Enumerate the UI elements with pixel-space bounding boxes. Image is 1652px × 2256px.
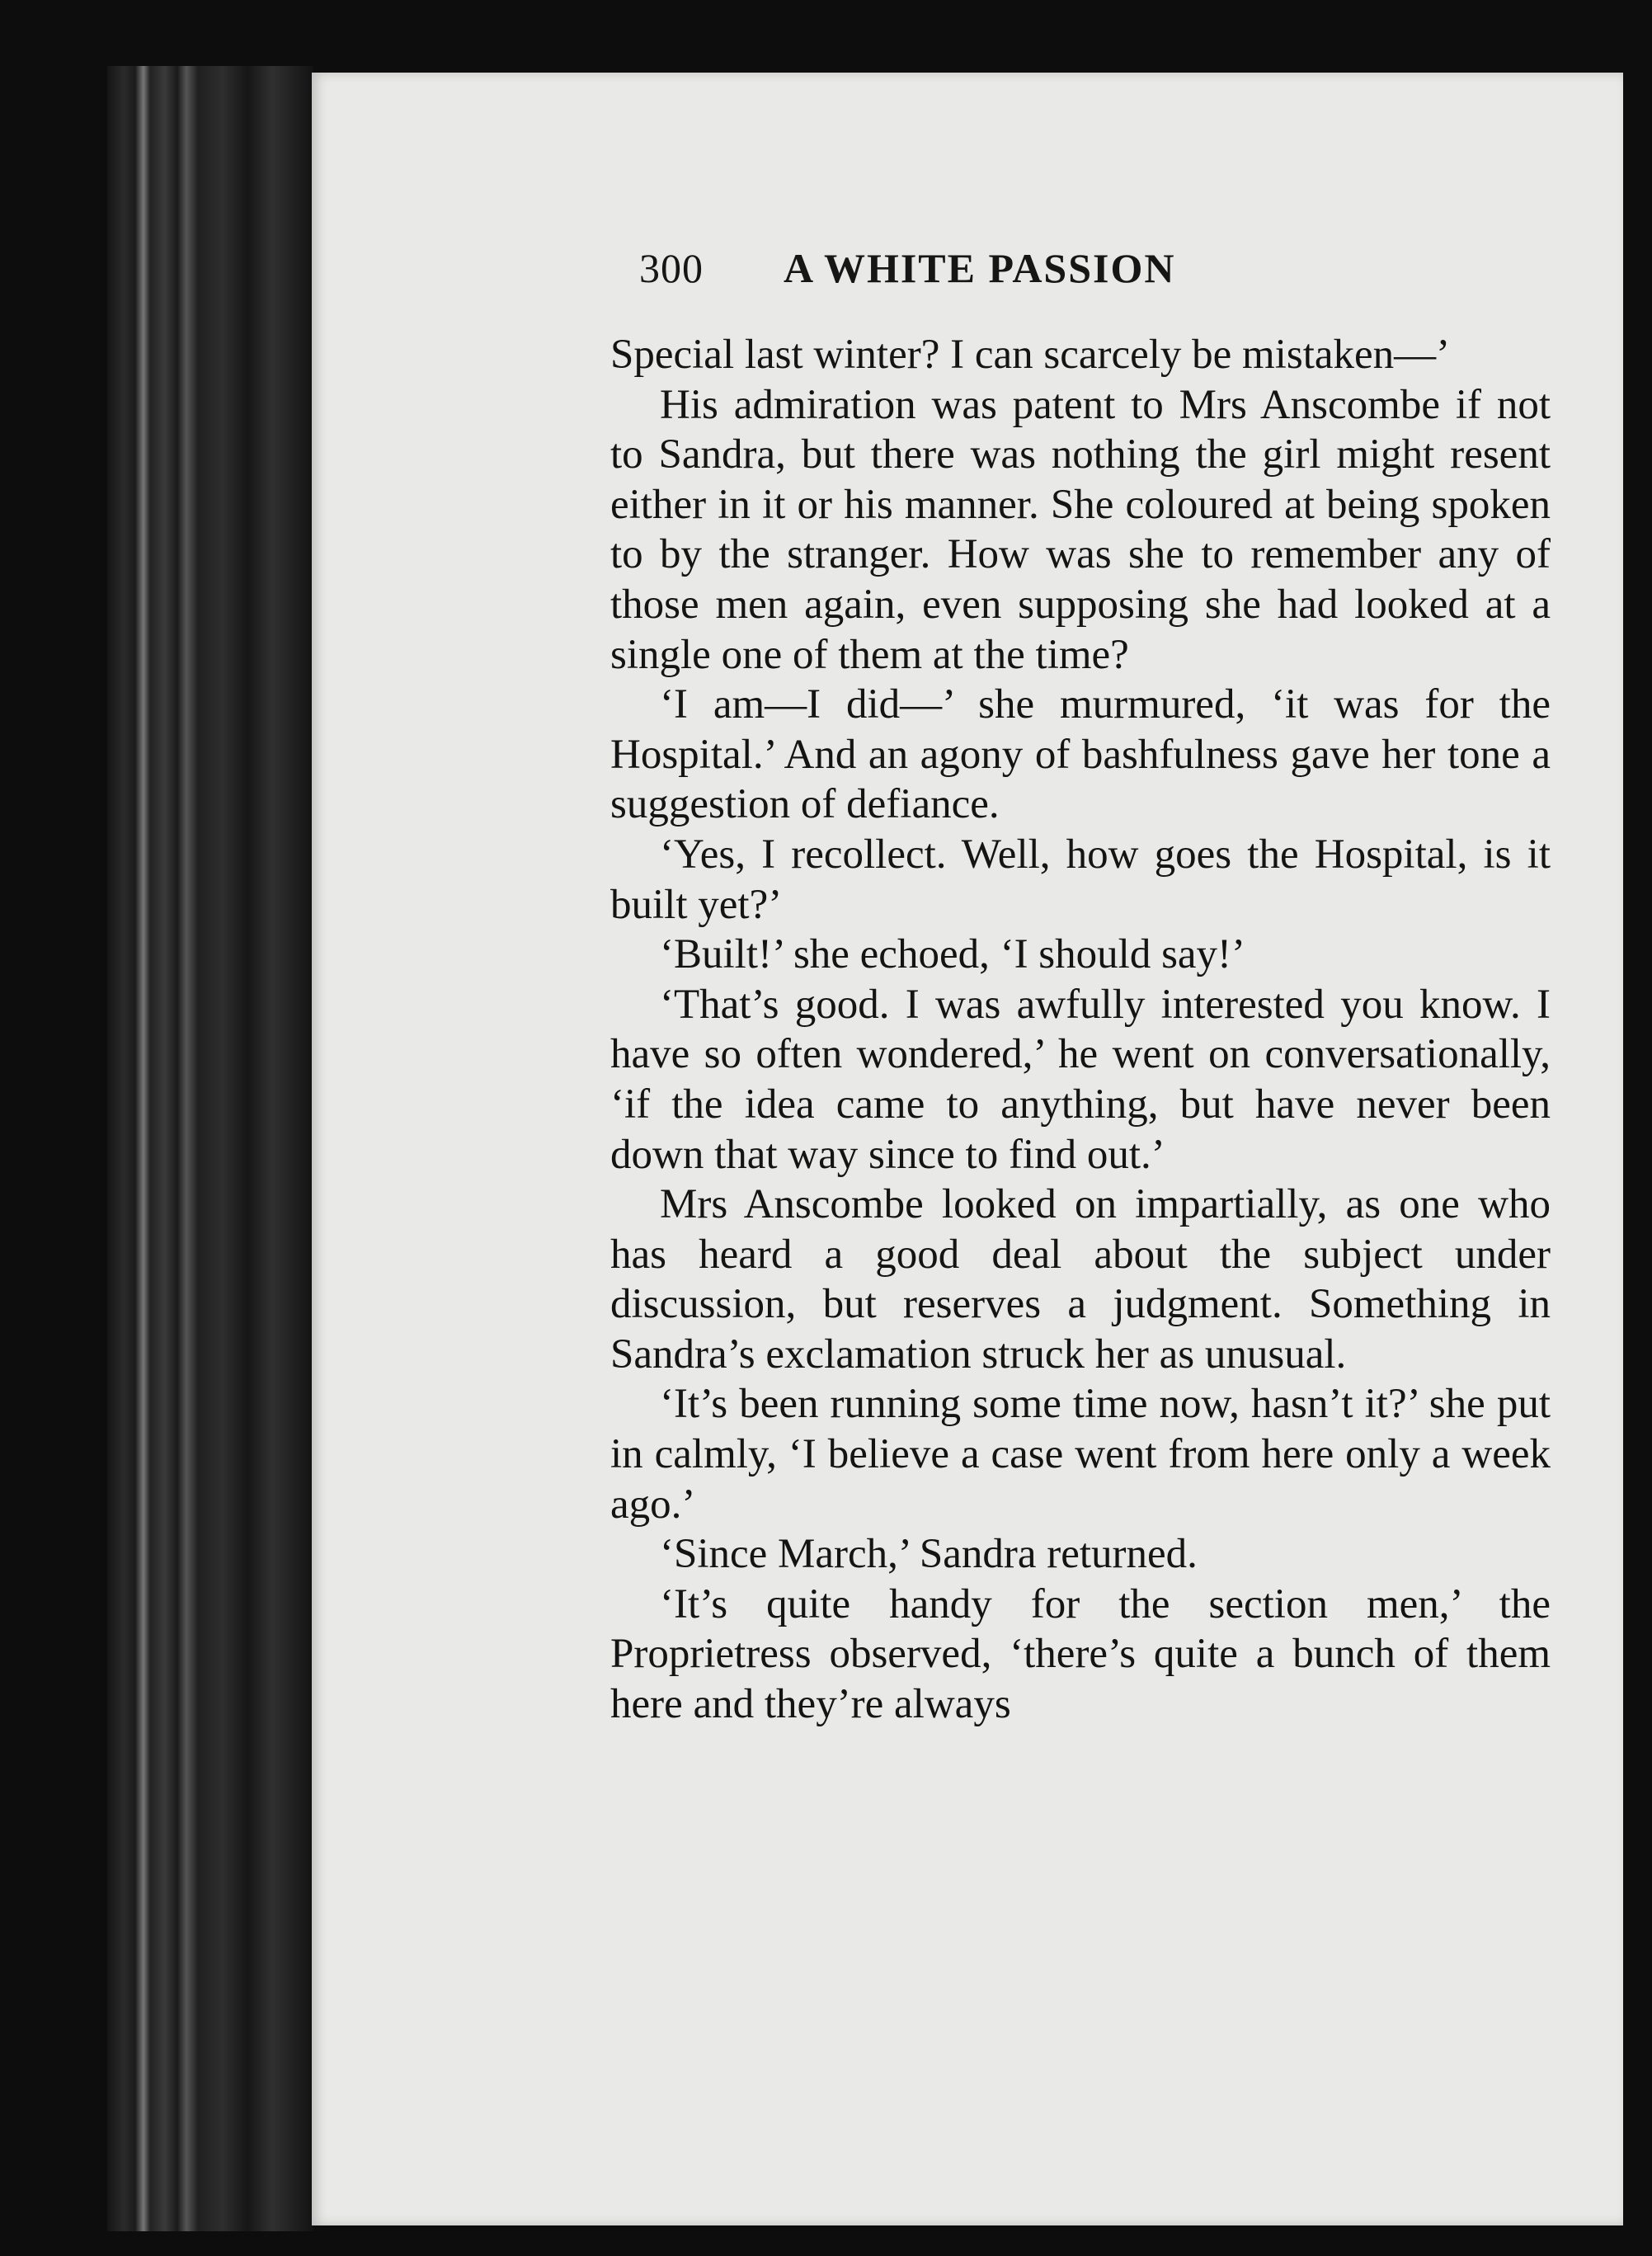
paragraph: ‘Since March,’ Sandra returned. (660, 1531, 1198, 1578)
paragraph: ‘It’s quite handy for the section men,’ the Proprietress observed, ‘there’s quite a bunch of them here and they’re always (610, 1580, 1551, 1728)
paragraph: Mrs Anscombe looked on impartially, as one who has heard a good deal about the subject under discussion, but reserves a judgment. Something in Sandra’s exclamation struck her as unusual. (610, 1181, 1551, 1378)
paragraph: Special last winter? I can scarcely be mistaken—’ (610, 332, 1451, 378)
paragraph: ‘Yes, I recollect. Well, how goes the Hospital, is it built yet?’ (610, 831, 1551, 928)
paragraph: His admiration was patent to Mrs Anscombe if not to Sandra, but there was nothing the girl might resent either in it or his manner. She coloured at being spoken to by the stranger. How was she to remember any of those men again, even supposing she had looked at a single one of them at the time? (610, 381, 1551, 678)
page-number: 300 (639, 245, 704, 291)
body-text (610, 330, 1551, 1730)
paragraph: ‘It’s been running some time now, hasn’t it?’ she put in calmly, ‘I believe a case went from here only a week ago.’ (610, 1381, 1551, 1528)
book-edge (107, 66, 313, 2231)
paragraph: ‘Built!’ she echoed, ‘I should say!’ (660, 931, 1246, 978)
paragraph: ‘That’s good. I was awfully interested you know. I have so often wondered,’ he went on conversationally, ‘if the idea came to anything, but have never been down that way since to find out.’ (610, 981, 1551, 1178)
paragraph: ‘I am—I did—’ she murmured, ‘it was for the Hospital.’ And an agony of bashfulness gave her tone a suggestion of defiance. (610, 681, 1551, 828)
running-head (639, 244, 1320, 302)
running-title: A WHITE PASSION (784, 245, 1176, 291)
